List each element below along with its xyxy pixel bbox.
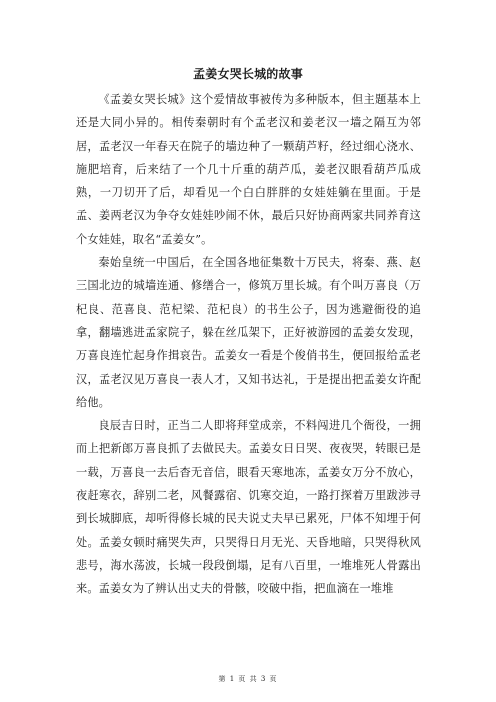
document-title: 孟姜女哭长城的故事	[193, 67, 303, 81]
document-body	[76, 88, 421, 601]
paragraph: 良辰吉日时，正当二人即将拜堂成亲，不料闯进几个衙役，一拥而上把新郎万喜良抓了去做民夫。孟姜女日日哭、夜夜哭，转眼已是一载，万喜良一去后杳无音信，眼看天寒地冻，孟姜女万分不放心，夜赶寒衣，辞别二老，风餐露宿、饥寒交迫，一路打探着万里跋涉寻到长城脚底，却听得修长城的民夫说丈夫早已累死，尸体不知埋于何处。孟姜女顿时痛哭失声，只哭得日月无光、天昏地暗，只哭得秋风悲号，海水荡波，长城一段段倒塌，足有八百里，一堆堆死人骨露出来。孟姜女为了辨认出丈夫的骨骸，咬破中指，把血滴在一堆堆	[76, 419, 421, 596]
page-footer: 第 1 页 共 3 页	[218, 675, 278, 683]
paragraph: 《孟姜女哭长城》这个爱情故事被传为多种版本，但主题基本上还是大同小异的。相传秦朝时有个孟老汉和姜老汉一墙之隔互为邻居，孟老汉一年春天在院子的墙边种了一颗葫芦籽，经过细心浇水、施肥培育，后来结了一个几十斤重的葫芦瓜，姜老汉眼看葫芦瓜成熟，一刀切开了后，却看见一个白白胖胖的女娃娃躺在里面。于是孟、姜两老汉为争夺女娃娃吵闹不休，最后只好协商两家共同养育这个女娃娃，取名“孟姜女”。	[76, 93, 421, 246]
paragraph: 秦始皇统一中国后，在全国各地征集数十万民夫，将秦、燕、赵三国北边的城墙连通、修缮合一，修筑万里长城。有个叫万喜良（万杞良、范喜良、范杞梁、范杞良）的书生公子，因为逃避衙役的追拿，翻墙逃进孟家院子，躲在丝瓜架下，正好被游园的孟姜女发现，万喜良连忙起身作揖哀告。孟姜女一看是个俊俏书生，便回报给孟老汉，孟老汉见万喜良一表人才，又知书达礼，于是提出把孟姜女许配给他。	[76, 256, 421, 409]
